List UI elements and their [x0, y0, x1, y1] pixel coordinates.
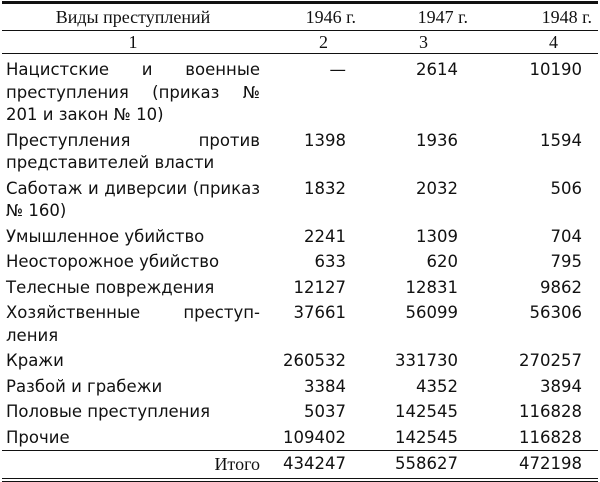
crime-type-cell: Преступления против представителей власти: [6, 130, 260, 172]
crime-type-cell: Саботаж и диверсии (приказ № 160): [6, 178, 260, 220]
value-1947-cell: 4352: [416, 376, 458, 396]
value-1948-cell: 270257: [519, 351, 582, 370]
table-row: [2, 224, 598, 250]
crime-statistics-table-page: [2, 1, 598, 482]
value-1948-cell: 9862: [540, 277, 582, 297]
total-label: Итого: [2, 451, 264, 480]
value-1948-cell: 795: [550, 252, 582, 271]
column-number-row: [2, 30, 598, 54]
value-1946-cell: 3384: [304, 376, 346, 396]
value-1947-cell: 142545: [395, 402, 458, 421]
header-crime-type: Виды преступлений: [2, 4, 264, 30]
value-1948-cell: 10190: [529, 60, 582, 79]
total-row: [2, 451, 598, 480]
table-row: [2, 128, 598, 176]
column-number: 3: [356, 30, 468, 54]
table-row: [2, 348, 598, 374]
header-1946: 1946 г.: [264, 4, 356, 30]
value-1948-cell: 704: [550, 226, 582, 246]
value-1946-cell: 2241: [304, 226, 346, 246]
value-1947-cell: 142545: [356, 425, 468, 451]
total-1947-cell: 558627: [356, 451, 468, 480]
crime-type-cell: Телесные повреждения: [6, 277, 215, 297]
value-1946-cell: 1832: [304, 178, 346, 198]
value-1946-cell: 1398: [304, 130, 346, 150]
table-row: [2, 374, 598, 400]
crime-type-cell: Половые преступления: [6, 402, 211, 421]
crime-type-cell: Умышленное убийство: [6, 226, 205, 246]
crime-type-cell: Неосторожное убийство: [6, 252, 220, 271]
column-number: 2: [264, 30, 356, 54]
value-1947-cell: 331730: [395, 351, 458, 370]
value-1947-cell: 620: [426, 252, 458, 271]
value-1947-cell: 2614: [416, 60, 458, 79]
value-1946-cell: 12127: [293, 277, 346, 297]
table-row: [2, 425, 598, 451]
table-row: [2, 399, 598, 425]
crime-type-cell: Хозяйственные преступ-ления: [6, 303, 260, 345]
table-row: [2, 54, 598, 128]
value-1947-cell: 12831: [405, 277, 458, 297]
value-1947-cell: 1936: [416, 130, 458, 150]
crime-type-cell: Нацистские и военные преступления (приказ № 201 и закон № 10): [6, 60, 260, 124]
crime-type-cell: Кражи: [6, 351, 64, 370]
value-1946-cell: 260532: [283, 351, 346, 370]
crime-type-cell: Прочие: [2, 425, 264, 451]
value-1946-cell: 109402: [264, 425, 356, 451]
crime-type-cell: Разбой и грабежи: [6, 376, 163, 396]
value-1948-cell: 506: [550, 178, 582, 198]
table-row: [2, 176, 598, 224]
header-1947: 1947 г.: [356, 4, 468, 30]
header-row: [2, 4, 598, 30]
header-1948: 1948 г.: [468, 4, 598, 30]
value-1946-cell: 37661: [293, 303, 346, 322]
total-1948-cell: 472198: [468, 451, 598, 480]
value-1947-cell: 1309: [416, 226, 458, 246]
value-1948-cell: 56306: [529, 303, 582, 322]
value-1948-cell: 3894: [540, 376, 582, 396]
column-number: 1: [2, 30, 264, 54]
value-1947-cell: 2032: [416, 178, 458, 198]
column-number: 4: [468, 30, 598, 54]
crime-statistics-table: [2, 4, 598, 482]
value-1948-cell: 116828: [519, 402, 582, 421]
table-row: [2, 249, 598, 275]
value-1948-cell: 116828: [468, 425, 598, 451]
value-1947-cell: 56099: [405, 303, 458, 322]
table-row: [2, 275, 598, 301]
value-1946-cell: 633: [314, 252, 346, 271]
value-1946-cell: 5037: [304, 402, 346, 421]
value-1948-cell: 1594: [540, 130, 582, 150]
total-1946-cell: 434247: [264, 451, 356, 480]
table-row: [2, 300, 598, 348]
value-1946-cell: —: [329, 60, 346, 79]
